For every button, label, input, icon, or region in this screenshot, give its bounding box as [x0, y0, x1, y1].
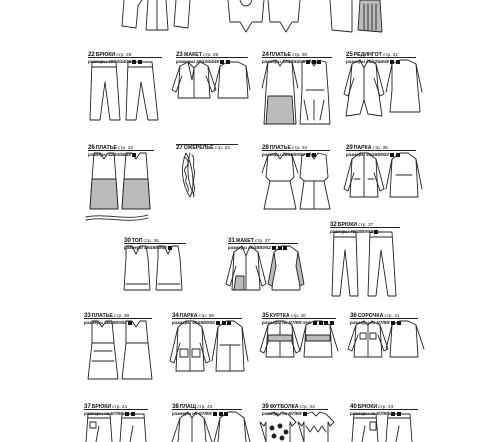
item-36-sizes: размеры на 6/7/8/9 [350, 320, 390, 325]
item-40-rule [350, 409, 418, 410]
item-36-page: стр. 41 [384, 314, 400, 319]
item-24-rule [262, 57, 332, 58]
item-23-number: 23 [176, 51, 183, 58]
item-31-sizes: размеры 46/48/50/52 [228, 245, 271, 250]
item-37-rule [84, 409, 148, 410]
item-33-rule [84, 318, 152, 319]
item-31-page: стр. 37 [254, 239, 271, 244]
item-30-rule [124, 243, 186, 244]
item-39-page: стр. 43 [299, 405, 315, 410]
item-23-sizes: размеры 40/42/44/46 [176, 59, 219, 64]
item-40-name: БРЮКИ [357, 404, 378, 410]
tshirt-sketch [260, 412, 336, 442]
top-sketch [122, 246, 186, 296]
item-35-rule [262, 318, 336, 319]
item-23-page: стр. 29 [202, 53, 219, 58]
item-32-page: стр. 37 [358, 223, 374, 228]
item-32-sizes: размеры 46/48/50/52 [330, 229, 373, 234]
item-28-number: 28 [262, 144, 269, 151]
item-39-name: ФУТБОЛКА [269, 404, 299, 410]
item-35-sizes: размеры на 6/7/8/9 лет [262, 320, 312, 325]
item-23 [176, 44, 250, 124]
item-23-name: ЖАКЕТ [183, 52, 202, 58]
item-25-rule [346, 57, 416, 58]
item-22-name: БРЮКИ [95, 52, 116, 58]
trousers-sketch [84, 412, 154, 442]
item-32 [330, 214, 404, 300]
parka-sketch [342, 153, 422, 203]
item-30-page: стр. 36 [143, 239, 159, 244]
item-27 [176, 137, 246, 207]
item-28-page: стр. 34 [291, 146, 308, 151]
item-24-page: стр. 30 [291, 53, 308, 58]
item-27-number: 27 [176, 144, 183, 151]
item-22-page: стр. 28 [116, 53, 132, 58]
dress-sketch [262, 60, 334, 128]
dress-sketch [262, 153, 334, 215]
item-22 [88, 44, 162, 124]
item-39-rule [262, 409, 328, 410]
item-35-name: КУРТКА [269, 313, 290, 319]
raincoat-sketch [170, 412, 250, 442]
item-27-page: стр. 33 [214, 146, 230, 151]
item-26-sizes: размеры 42/44/46/48 [88, 152, 131, 157]
item-22-number: 22 [88, 51, 95, 58]
item-28-rule [262, 150, 330, 151]
item-22-sizes: размеры 40/42/44/46 [88, 59, 131, 64]
item-36-number: 36 [350, 312, 357, 319]
item-36-rule [350, 318, 418, 319]
item-38-rule [172, 409, 242, 410]
item-25-number: 25 [346, 51, 353, 58]
item-32-number: 32 [330, 221, 337, 228]
item-38-page: стр. 42 [197, 405, 213, 410]
item-29-number: 29 [346, 144, 353, 151]
item-28 [262, 137, 334, 217]
item-36-name: СОРОЧКА [357, 313, 384, 319]
item-33 [84, 305, 158, 387]
item-37-page: стр. 41 [112, 405, 128, 410]
item-29-name: ПАРКА [353, 145, 372, 151]
jacket-sketch [260, 321, 340, 365]
item-29-rule [346, 150, 416, 151]
top-top-sketch [328, 0, 388, 34]
item-39-number: 39 [262, 403, 269, 410]
item-37-sizes: размеры на 6/7/8/9 [84, 411, 124, 416]
item-29-page: стр. 35 [372, 146, 388, 151]
jacket-sketch [170, 60, 250, 104]
item-34-rule [172, 318, 242, 319]
item-35-page: стр. 40 [290, 314, 306, 319]
parka-sketch [168, 321, 248, 375]
item-37-name: БРЮКИ [91, 404, 112, 410]
item-34-page: стр. 39 [198, 314, 214, 319]
item-30-sizes: размеры 46/48/50/52 [124, 245, 167, 250]
item-33-number: 33 [84, 312, 91, 319]
item-24-sizes: размеры 40/42/44/46 [262, 59, 305, 64]
item-35-number: 35 [262, 312, 269, 319]
item-36 [350, 305, 424, 375]
item-33-sizes: размеры 46/48/50/52 [84, 320, 127, 325]
item-33-page: стр. 38 [113, 314, 130, 319]
item-38-sizes: размеры на 6/7/8/9 [172, 411, 212, 416]
item-31 [228, 230, 302, 300]
item-31-name: ЖАКЕТ [235, 238, 254, 244]
item-28-name: ПЛАТЬЕ [269, 145, 291, 151]
item-30-name: ТОП [131, 238, 143, 244]
trousers-sketch [330, 230, 402, 300]
item-40-sizes: размеры на 6/7/8/9 [350, 411, 390, 416]
item-39-sizes: размеры на 6/7/8/9 [262, 411, 302, 416]
dress-sketch [84, 321, 156, 383]
item-25-name: РЕДИНГОТ [353, 52, 382, 58]
item-28-sizes: размеры 46/48/50/52 [262, 152, 305, 157]
item-34 [172, 305, 248, 387]
item-30 [124, 230, 194, 300]
item-30-number: 30 [124, 237, 131, 244]
item-37 [84, 396, 154, 442]
item-40-page: стр. 43 [378, 405, 394, 410]
item-25 [346, 44, 420, 124]
item-26-rule [88, 150, 154, 151]
item-24-number: 24 [262, 51, 269, 58]
item-24-name: ПЛАТЬЕ [269, 52, 291, 58]
item-38-number: 38 [172, 403, 179, 410]
item-33-name: ПЛАТЬЕ [91, 313, 113, 319]
item-31-number: 31 [228, 237, 235, 244]
redingote-sketch [342, 60, 422, 120]
item-25-page: стр. 31 [382, 53, 399, 58]
item-38 [172, 396, 248, 442]
item-27-rule [176, 144, 238, 145]
item-26-page: стр. 32 [117, 146, 134, 151]
item-29 [346, 137, 420, 217]
item-26-number: 26 [88, 144, 95, 151]
item-26 [88, 137, 158, 223]
shirt-sketch [348, 321, 424, 365]
item-24 [262, 44, 334, 130]
jacket-sketch [224, 246, 304, 296]
item-38-name: ПЛАЩ [179, 404, 197, 410]
item-40 [350, 396, 424, 442]
item-25-sizes: размеры 40/42/44/46 [346, 59, 389, 64]
item-29-sizes: размеры 46/48/50/52 [346, 152, 389, 157]
dress-sketch [86, 153, 158, 225]
necklace-sketch [176, 151, 216, 201]
item-23-rule [176, 57, 248, 58]
item-27-name: ОЖЕРЕЛЬЕ [183, 145, 214, 151]
item-34-name: ПАРКА [179, 313, 198, 319]
item-40-number: 40 [350, 403, 357, 410]
item-31-rule [228, 243, 298, 244]
item-37-number: 37 [84, 403, 91, 410]
item-32-name: БРЮКИ [337, 222, 358, 228]
item-34-sizes: размеры 46/48/50/52 [172, 320, 215, 325]
item-22-rule [88, 57, 162, 58]
item-34-number: 34 [172, 312, 179, 319]
top-jacket-sketch [118, 0, 198, 32]
item-39 [262, 396, 336, 442]
item-35 [262, 305, 342, 375]
item-26-name: ПЛАТЬЕ [95, 145, 117, 151]
item-32-rule [330, 227, 400, 228]
top-bodysuit-sketch [222, 0, 302, 36]
trousers-sketch [88, 60, 162, 124]
trousers-sketch [350, 412, 420, 442]
